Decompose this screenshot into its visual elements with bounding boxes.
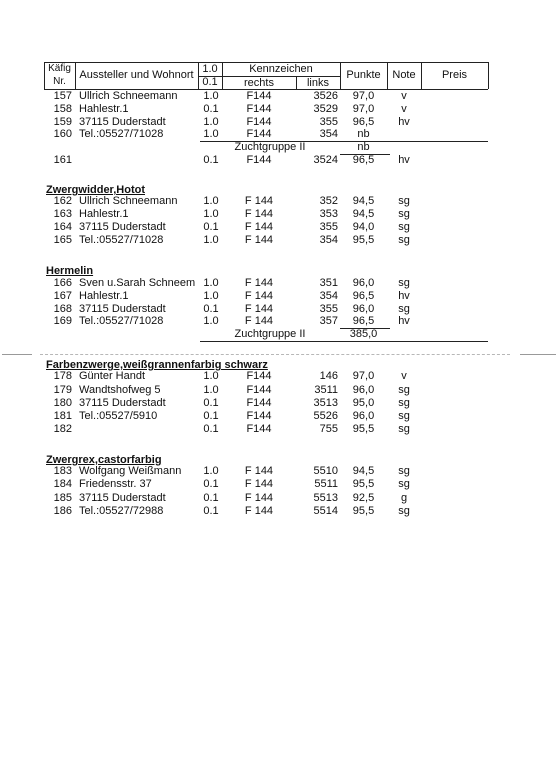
cell-punkte: 94,5	[352, 208, 375, 220]
cell-punkte: 94,5	[352, 465, 375, 477]
cell-links: 357	[319, 315, 338, 327]
cell-name: Günter Handt	[79, 370, 146, 382]
cell-punkte: 385,0	[349, 328, 378, 340]
cell-note: sg	[398, 384, 410, 396]
group-separator	[340, 328, 390, 329]
scan-artifact	[520, 354, 556, 355]
cell-name: Hahlestr.1	[79, 208, 129, 220]
cell-note: sg	[398, 277, 410, 289]
cell-name: Tel.:05527/71028	[79, 128, 164, 140]
cell-sex: 0.1	[203, 154, 219, 166]
cell-punkte: 95,5	[352, 505, 375, 517]
cell-nr: 162	[53, 195, 72, 207]
cell-name: Tel.:05527/5910	[79, 410, 158, 422]
cell-name: Tel.:05527/72988	[79, 505, 164, 517]
cell-note: v	[401, 90, 407, 102]
cell-rechts: F 144	[244, 505, 274, 517]
cell-sex: 1.0	[203, 195, 219, 207]
cell-links: 3524	[313, 154, 338, 166]
cell-note: sg	[398, 221, 410, 233]
cell-links: 755	[319, 423, 338, 435]
header-note: Note	[392, 69, 416, 81]
group-separator	[340, 154, 390, 155]
header-aussteller: Aussteller und Wohnort	[79, 69, 194, 81]
cell-note: sg	[398, 505, 410, 517]
cell-links: 5510	[313, 465, 338, 477]
section-heading: Hermelin	[46, 265, 94, 277]
cell-punkte: 96,0	[352, 384, 375, 396]
cell-nr: 161	[53, 154, 72, 166]
cell-note: hv	[398, 116, 410, 128]
header-links: links	[306, 77, 329, 89]
header-preis: Preis	[441, 69, 468, 81]
cell-sex: 1.0	[203, 208, 219, 220]
cell-links: 354	[319, 234, 338, 246]
cell-punkte: 94,0	[352, 221, 375, 233]
cell-name: Hahlestr.1	[79, 290, 129, 302]
cell-rechts: F 144	[244, 465, 274, 477]
cell-nr: 166	[53, 277, 72, 289]
cell-links: 3513	[313, 397, 338, 409]
cell-rechts: Zuchtgruppe II	[234, 141, 306, 153]
header-sex-male: 1.0	[202, 63, 218, 75]
cell-punkte: 96,5	[352, 154, 375, 166]
cell-name: Hahlestr.1	[79, 103, 129, 115]
cell-punkte: 94,5	[352, 195, 375, 207]
header-punkte: Punkte	[346, 69, 381, 81]
cell-nr: 158	[53, 103, 72, 115]
cell-note: sg	[398, 465, 410, 477]
cell-name: 37115 Duderstadt	[79, 221, 166, 233]
scan-artifact	[2, 354, 32, 355]
cell-nr: 185	[53, 492, 72, 504]
cell-name: Ullrich Schneemann	[79, 90, 178, 102]
group-separator	[200, 141, 488, 142]
cell-rechts: F144	[246, 128, 272, 140]
cell-note: sg	[398, 423, 410, 435]
cell-links: 354	[319, 128, 338, 140]
cell-rechts: F 144	[244, 315, 274, 327]
cell-name: Tel.:05527/71028	[79, 315, 164, 327]
cell-sex: 1.0	[203, 277, 219, 289]
cell-punkte: 95,0	[352, 397, 375, 409]
cell-nr: 164	[53, 221, 72, 233]
cell-punkte: 96,0	[352, 277, 375, 289]
cell-rechts: F 144	[244, 195, 274, 207]
cell-note: sg	[398, 208, 410, 220]
section-heading: Zwergrex,castorfarbig	[46, 454, 162, 466]
cell-links: 5511	[314, 478, 338, 490]
cell-note: sg	[398, 234, 410, 246]
cell-links: 351	[319, 277, 338, 289]
cell-rechts: F144	[246, 116, 272, 128]
cell-name: Friedensstr. 37	[79, 478, 152, 490]
cell-nr: 179	[53, 384, 72, 396]
cell-rechts: F 144	[244, 208, 274, 220]
cell-punkte: 96,5	[352, 290, 375, 302]
cell-links: 3511	[314, 384, 338, 396]
cell-links: 3529	[313, 103, 338, 115]
cell-punkte: 96,0	[352, 410, 375, 422]
cell-links: 352	[319, 195, 338, 207]
cell-name: 37115 Duderstadt	[79, 492, 166, 504]
section-heading: Farbenzwerge,weißgrannenfarbig schwarz	[46, 359, 268, 371]
scan-artifact	[40, 354, 510, 355]
cell-rechts: F 144	[244, 234, 274, 246]
cell-links: 355	[319, 116, 338, 128]
header-rechts: rechts	[244, 77, 274, 89]
cell-sex: 1.0	[203, 465, 219, 477]
cell-punkte: 95,5	[352, 423, 375, 435]
cell-nr: 178	[53, 370, 72, 382]
cell-punkte: 96,5	[352, 315, 375, 327]
cell-nr: 167	[53, 290, 72, 302]
cell-rechts: F144	[246, 384, 272, 396]
cell-sex: 0.1	[203, 397, 219, 409]
cell-links: 3526	[313, 90, 338, 102]
cell-nr: 186	[53, 505, 72, 517]
cell-punkte: nb	[357, 141, 370, 153]
cell-note: hv	[398, 290, 410, 302]
cell-punkte: 97,0	[352, 90, 375, 102]
cell-name: Wandtshofweg 5	[79, 384, 161, 396]
cell-links: 355	[319, 221, 338, 233]
cell-rechts: F144	[246, 103, 272, 115]
cell-sex: 0.1	[203, 103, 219, 115]
cell-punkte: 95,5	[352, 478, 375, 490]
cell-sex: 1.0	[203, 116, 219, 128]
cell-sex: 1.0	[203, 384, 219, 396]
cell-rechts: F 144	[244, 492, 274, 504]
cell-links: 354	[319, 290, 338, 302]
cell-note: sg	[398, 397, 410, 409]
cell-note: sg	[398, 478, 410, 490]
cell-sex: 1.0	[203, 290, 219, 302]
cell-links: 146	[319, 370, 338, 382]
cell-name: Tel.:05527/71028	[79, 234, 164, 246]
cell-punkte: 96,0	[352, 303, 375, 315]
section-heading: Zwergwidder,Hotot	[46, 184, 145, 196]
cell-sex: 0.1	[203, 303, 219, 315]
cell-punkte: 95,5	[352, 234, 375, 246]
cell-punkte: 92,5	[352, 492, 375, 504]
cell-sex: 1.0	[203, 315, 219, 327]
header-kennzeichen: Kennzeichen	[249, 63, 313, 75]
cell-name: 37115 Duderstadt	[79, 303, 166, 315]
header-nr: Nr.	[53, 76, 66, 87]
cell-sex: 1.0	[203, 370, 219, 382]
cell-note: sg	[398, 303, 410, 315]
cell-rechts: F144	[246, 397, 272, 409]
cell-sex: 0.1	[203, 221, 219, 233]
cell-note: v	[401, 370, 407, 382]
cell-links: 353	[319, 208, 338, 220]
cell-note: hv	[398, 154, 410, 166]
cell-sex: 1.0	[203, 90, 219, 102]
cell-nr: 159	[53, 116, 72, 128]
cell-rechts: F144	[246, 423, 272, 435]
cell-rechts: F144	[246, 154, 272, 166]
cell-links: 5526	[313, 410, 338, 422]
cell-name: Wolfgang Weißmann	[79, 465, 182, 477]
cell-nr: 163	[53, 208, 72, 220]
cell-nr: 157	[53, 90, 72, 102]
cell-name: 37115 Duderstadt	[79, 116, 166, 128]
cell-note: v	[401, 103, 407, 115]
cell-nr: 160	[53, 128, 72, 140]
cell-note: sg	[398, 195, 410, 207]
cell-name: Ullrich Schneemann	[79, 195, 178, 207]
cell-punkte: 97,0	[352, 370, 375, 382]
group-separator	[200, 341, 488, 342]
cell-sex: 0.1	[203, 505, 219, 517]
cell-sex: 0.1	[203, 478, 219, 490]
cell-rechts: F144	[246, 90, 272, 102]
cell-sex: 0.1	[203, 410, 219, 422]
cell-punkte: nb	[357, 128, 370, 140]
cell-punkte: 96,5	[352, 116, 375, 128]
cell-note: sg	[398, 410, 410, 422]
cell-note: hv	[398, 315, 410, 327]
cell-nr: 182	[53, 423, 72, 435]
cell-nr: 165	[53, 234, 72, 246]
cell-name: 37115 Duderstadt	[79, 397, 166, 409]
cell-nr: 181	[53, 410, 72, 422]
cell-punkte: 97,0	[352, 103, 375, 115]
cell-rechts: Zuchtgruppe II	[234, 328, 306, 340]
header-sex-female: 0.1	[202, 76, 218, 88]
cell-rechts: F 144	[244, 303, 274, 315]
cell-sex: 0.1	[203, 423, 219, 435]
cell-name: Sven u.Sarah Schneem	[79, 277, 196, 289]
cell-nr: 183	[53, 465, 72, 477]
cell-links: 5513	[313, 492, 338, 504]
cell-rechts: F 144	[244, 221, 274, 233]
cell-sex: 0.1	[203, 492, 219, 504]
cell-rechts: F 144	[244, 290, 274, 302]
cell-rechts: F 144	[244, 478, 274, 490]
cell-nr: 180	[53, 397, 72, 409]
cell-nr: 168	[53, 303, 72, 315]
cell-links: 355	[319, 303, 338, 315]
header-kaefig: Käfig	[48, 63, 71, 74]
cell-rechts: F144	[246, 410, 272, 422]
cell-rechts: F144	[246, 370, 272, 382]
cell-rechts: F 144	[244, 277, 274, 289]
cell-sex: 1.0	[203, 128, 219, 140]
cell-nr: 169	[53, 315, 72, 327]
cell-sex: 1.0	[203, 234, 219, 246]
cell-links: 5514	[313, 505, 338, 517]
cell-nr: 184	[53, 478, 72, 490]
cell-note: g	[400, 492, 408, 504]
